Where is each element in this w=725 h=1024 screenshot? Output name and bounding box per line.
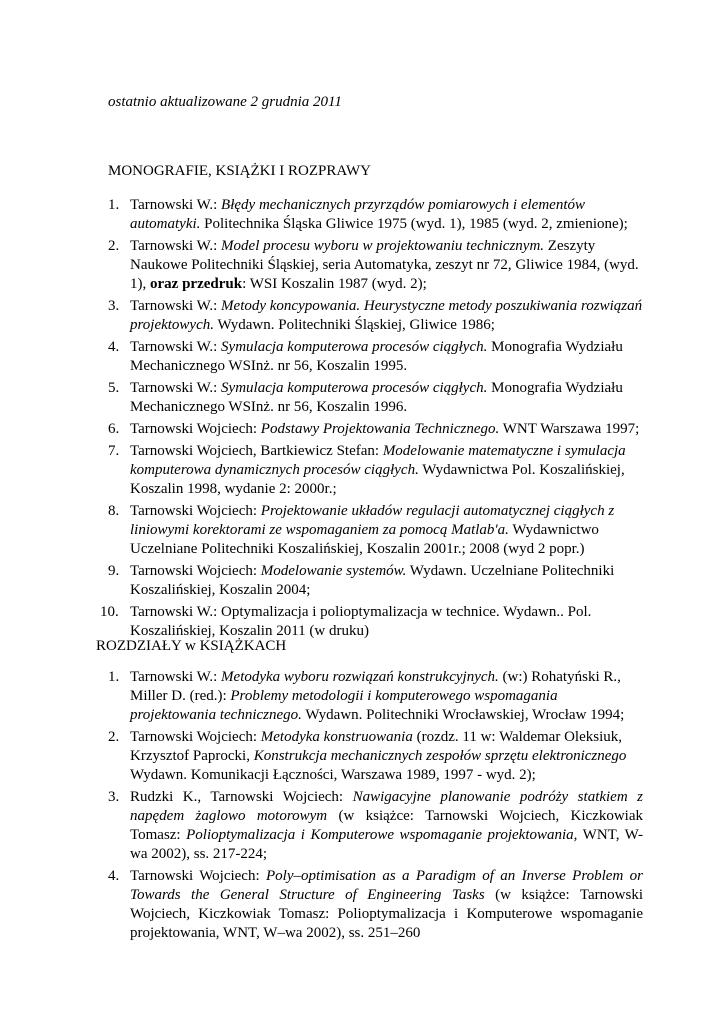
last-updated: ostatnio aktualizowane 2 grudnia 2011 <box>108 94 342 110</box>
list-item <box>108 420 648 439</box>
list-item <box>108 867 643 943</box>
item-details: Wydawn. Komunikacji Łączności, Warszawa 1989, 1997 - wyd. 2); <box>130 767 536 783</box>
item-number: 4. <box>108 868 120 884</box>
item-title: Metodyka wyboru rozwiązań konstrukcyjnych. <box>221 669 499 685</box>
item-details: Politechnika Śląska Gliwice 1975 (wyd. 1), 1985 (wyd. 2, zmienione); <box>200 216 628 232</box>
item-title: Problemy metodologii i komputerowego wspomagania projektowania technicznego. <box>130 688 558 723</box>
item-number: 10. <box>100 604 119 620</box>
item-title: Metody koncypowania. Heurystyczne metody poszukiwania rozwiązań projektowych. <box>130 298 643 333</box>
item-author: Tarnowski Wojciech: <box>130 503 261 519</box>
heading-rozdzialy: ROZDZIAŁY w KSIĄŻKACH <box>96 638 287 654</box>
item-details: Wydawn. Politechniki Wrocławskiej, Wrocław 1994; <box>301 707 625 723</box>
list-item <box>108 502 648 559</box>
item-number: 4. <box>108 339 120 355</box>
item-number: 3. <box>108 789 120 805</box>
item-author: Tarnowski W.: <box>130 238 222 254</box>
list-item <box>108 668 643 725</box>
item-details: Wydawn. Uczelniane Politechniki Koszalińskiej, Koszalin 2004; <box>130 563 615 598</box>
item-title: Konstrukcja mechanicznych zespołów sprzętu elektronicznego <box>253 748 627 764</box>
list-item <box>108 442 648 499</box>
list-item <box>108 788 643 864</box>
item-title: Model procesu wyboru w projektowaniu technicznym. <box>221 238 545 254</box>
item-title: Polioptymalizacja i Komputerowe wspomaganie projektowania, <box>186 827 578 843</box>
monografie-list <box>100 196 648 644</box>
item-title: Poly–optimisation as a Paradigm of an Inverse Problem or Towards the General Structure of Engineering Tasks <box>130 868 643 903</box>
item-details: (w książce: Tarnowski Wojciech, Kiczkowiak Tomasz: Polioptymalizacja i Komputerowe wspomaganie projektowania, WNT, W–wa 2002), ss. 251–260 <box>130 887 643 941</box>
item-details: WNT, W-wa 2002), ss. 217-224; <box>130 827 644 862</box>
list-item <box>108 728 643 785</box>
item-details: : WSI Koszalin 1987 (wyd. 2); <box>242 276 427 292</box>
item-details: Wydawnictwa Pol. Koszalińskiej, Koszalin 1998, wydanie 2: 2000r.; <box>130 462 625 497</box>
item-number: 2. <box>108 238 120 254</box>
item-title: Modelowanie matematyczne i symulacja komputerowa dynamicznych procesów ciągłych. <box>130 443 626 478</box>
list-item <box>108 196 648 234</box>
item-number: 3. <box>108 298 120 314</box>
list-item <box>108 379 648 417</box>
list-item <box>108 237 648 294</box>
item-title: Nawigacyjne planowanie podróży statkiem z napędem żaglowo motorowym <box>130 789 643 824</box>
item-details: Monografia Wydziału Mechanicznego WSInż. nr 56, Koszalin 1995. <box>130 339 623 374</box>
item-title: Błędy mechanicznych przyrządów pomiarowych i elementów automatyki. <box>130 197 585 232</box>
item-title: Symulacja komputerowa procesów ciągłych. <box>221 380 488 396</box>
item-emphasis: oraz przedruk <box>150 276 243 292</box>
item-author: Tarnowski Wojciech: <box>130 729 261 745</box>
item-author: Tarnowski Wojciech: <box>130 421 261 437</box>
item-details: Monografia Wydziału Mechanicznego WSInż. nr 56, Koszalin 1996. <box>130 380 623 415</box>
heading-monografie: MONOGRAFIE, KSIĄŻKI I ROZPRAWY <box>108 163 371 179</box>
item-author: Tarnowski W.: Optymalizacja i polioptymalizacja w technice. Wydawn.. Pol. Koszalińskiej, Koszalin 2011 (w druku) <box>130 604 592 639</box>
rozdzialy-list <box>108 668 643 946</box>
item-number: 7. <box>108 443 120 459</box>
item-number: 1. <box>108 669 120 685</box>
item-number: 8. <box>108 503 120 519</box>
item-title: Projektowanie układów regulacji automatycznej ciągłych z liniowymi korektorami ze wspomaganiem za pomocą Matlab'a. <box>130 503 615 538</box>
item-details: Wydawn. Politechniki Śląskiej, Gliwice 1986; <box>214 317 495 333</box>
item-number: 5. <box>108 380 120 396</box>
item-author: Tarnowski W.: <box>130 339 222 355</box>
list-item <box>108 297 648 335</box>
item-author: Tarnowski W.: <box>130 197 222 213</box>
item-author: Tarnowski Wojciech: <box>130 868 266 884</box>
item-details: (w:) Rohatyński R., Miller D. (red.): <box>130 669 621 704</box>
item-number: 6. <box>108 421 120 437</box>
list-item <box>108 338 648 376</box>
item-author: Rudzki K., Tarnowski Wojciech: <box>130 789 353 805</box>
item-title: Symulacja komputerowa procesów ciągłych. <box>221 339 488 355</box>
list-item <box>100 603 648 641</box>
item-author: Tarnowski Wojciech, Bartkiewicz Stefan: <box>130 443 383 459</box>
item-author: Tarnowski W.: <box>130 669 222 685</box>
item-details: (rozdz. 11 w: Waldemar Oleksiuk, Krzysztof Paprocki, <box>130 729 622 764</box>
item-title: Podstawy Projektowania Technicznego. <box>260 421 500 437</box>
item-title: Modelowanie systemów. <box>260 563 407 579</box>
item-number: 2. <box>108 729 120 745</box>
item-author: Tarnowski Wojciech: <box>130 563 261 579</box>
item-details: Zeszyty Naukowe Politechniki Śląskiej, seria Automatyka, zeszyt nr 72, Gliwice 1984, (wyd. 1), <box>130 238 639 292</box>
item-number: 9. <box>108 563 120 579</box>
item-title: Metodyka konstruowania <box>260 729 413 745</box>
list-item <box>108 562 648 600</box>
item-number: 1. <box>108 197 120 213</box>
item-details: (w książce: Tarnowski Wojciech, Kiczkowiak Tomasz: <box>130 808 644 843</box>
item-details: WNT Warszawa 1997; <box>499 421 640 437</box>
item-author: Tarnowski W.: <box>130 380 222 396</box>
item-details: Wydawnictwo Uczelniane Politechniki Koszalińskiej, Koszalin 2001r.; 2008 (wyd 2 popr.) <box>130 522 599 557</box>
item-author: Tarnowski W.: <box>130 298 222 314</box>
